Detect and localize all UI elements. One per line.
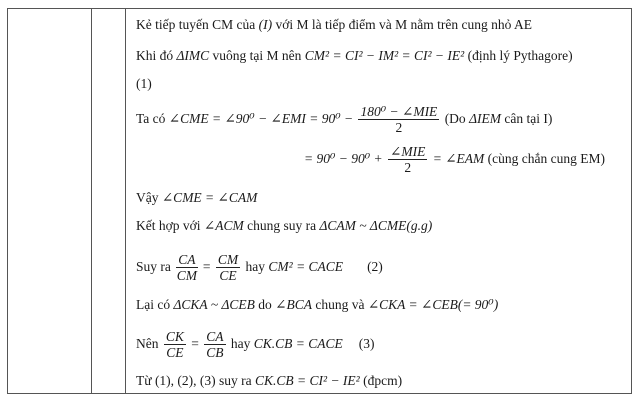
equation-tag: (1) [136, 76, 152, 91]
fraction [388, 145, 427, 175]
text: Khi đó [136, 48, 177, 63]
equation: ΔCAM ~ ΔCME(g.g) [319, 218, 433, 233]
denominator: CE [166, 345, 184, 360]
text: (Do [441, 111, 470, 127]
text: (cùng chắn cung EM) [484, 151, 605, 167]
text: do [254, 297, 276, 312]
text: Kết hợp với [136, 218, 204, 233]
text: cân tại I) [500, 111, 553, 127]
fraction [216, 253, 240, 283]
text: Kẻ tiếp tuyến CM của [136, 17, 259, 32]
angle-expr: ∠ACM [203, 218, 244, 233]
text: Từ (1), (2), (3) suy ra [136, 373, 256, 388]
numerator: CM [217, 252, 239, 267]
text: với M là tiếp điểm và M nằm trên cung nhỏ AE [272, 17, 532, 32]
denominator: CM [176, 268, 197, 283]
equation: CM² = CI² − IM² = CI² − IE² [304, 48, 465, 63]
denominator: 2 [395, 120, 403, 135]
text: Lại có [136, 297, 174, 312]
fraction [358, 105, 439, 135]
equals-sign: = [199, 259, 214, 275]
solution-table [7, 8, 632, 394]
text: (đpcm) [359, 373, 403, 388]
column-divider-1 [91, 9, 92, 393]
numerator: CA [206, 329, 224, 344]
angle-expr: ∠BCA [275, 297, 312, 312]
line-2 [136, 48, 573, 64]
denominator: CE [219, 268, 237, 283]
line-11 [136, 373, 402, 389]
equation: = ∠EAM [429, 151, 485, 167]
numerator: CA [178, 252, 196, 267]
equation: ∠CME = ∠CAM [161, 190, 258, 205]
equation-tag: (3) [358, 336, 375, 352]
text: chung và [311, 297, 368, 312]
fraction [176, 253, 197, 283]
text: vuông tại M nên [209, 48, 305, 63]
equation: ΔCKA ~ ΔCEB [173, 297, 255, 312]
line-10 [136, 330, 375, 360]
equation: ∠CME = ∠90⁰ − ∠EMI = 90⁰ − [168, 111, 357, 127]
equation: CK.CB = CACE [253, 336, 343, 352]
text: Vậy [136, 190, 162, 205]
circle-label: (I) [258, 17, 273, 32]
text: Nên [136, 336, 162, 352]
equation: = 90⁰ − 90⁰ + [304, 151, 387, 167]
equation: CK.CB = CI² − IE² [255, 373, 360, 388]
line-8 [136, 253, 383, 283]
triangle-expr: ΔIEM [469, 111, 501, 127]
equals-sign: = [187, 336, 203, 352]
line-9 [136, 297, 498, 313]
denominator: CB [206, 345, 224, 360]
text: hay [227, 336, 254, 352]
numerator: 180⁰ − ∠MIE [360, 104, 438, 119]
numerator: ∠MIE [390, 144, 426, 159]
denominator: 2 [404, 160, 412, 175]
line-6 [136, 190, 257, 206]
text: Ta có [136, 111, 169, 127]
line-5 [304, 145, 605, 175]
equation: ∠CKA = ∠CEB(= 90⁰) [367, 297, 499, 312]
text: Suy ra [136, 259, 175, 275]
triangle-expr: ΔIMC [176, 48, 210, 63]
line-1 [136, 17, 532, 33]
line-7 [136, 218, 432, 234]
equation: CM² = CACE [268, 259, 344, 275]
text: chung suy ra [243, 218, 320, 233]
fraction [204, 330, 225, 360]
fraction [164, 330, 186, 360]
line-3 [136, 76, 152, 92]
text: (định lý Pythagore) [464, 48, 573, 63]
equation-tag: (2) [367, 259, 383, 275]
numerator: CK [165, 329, 184, 344]
solution-cell [126, 9, 631, 393]
text: hay [242, 259, 269, 275]
line-4 [136, 105, 552, 135]
